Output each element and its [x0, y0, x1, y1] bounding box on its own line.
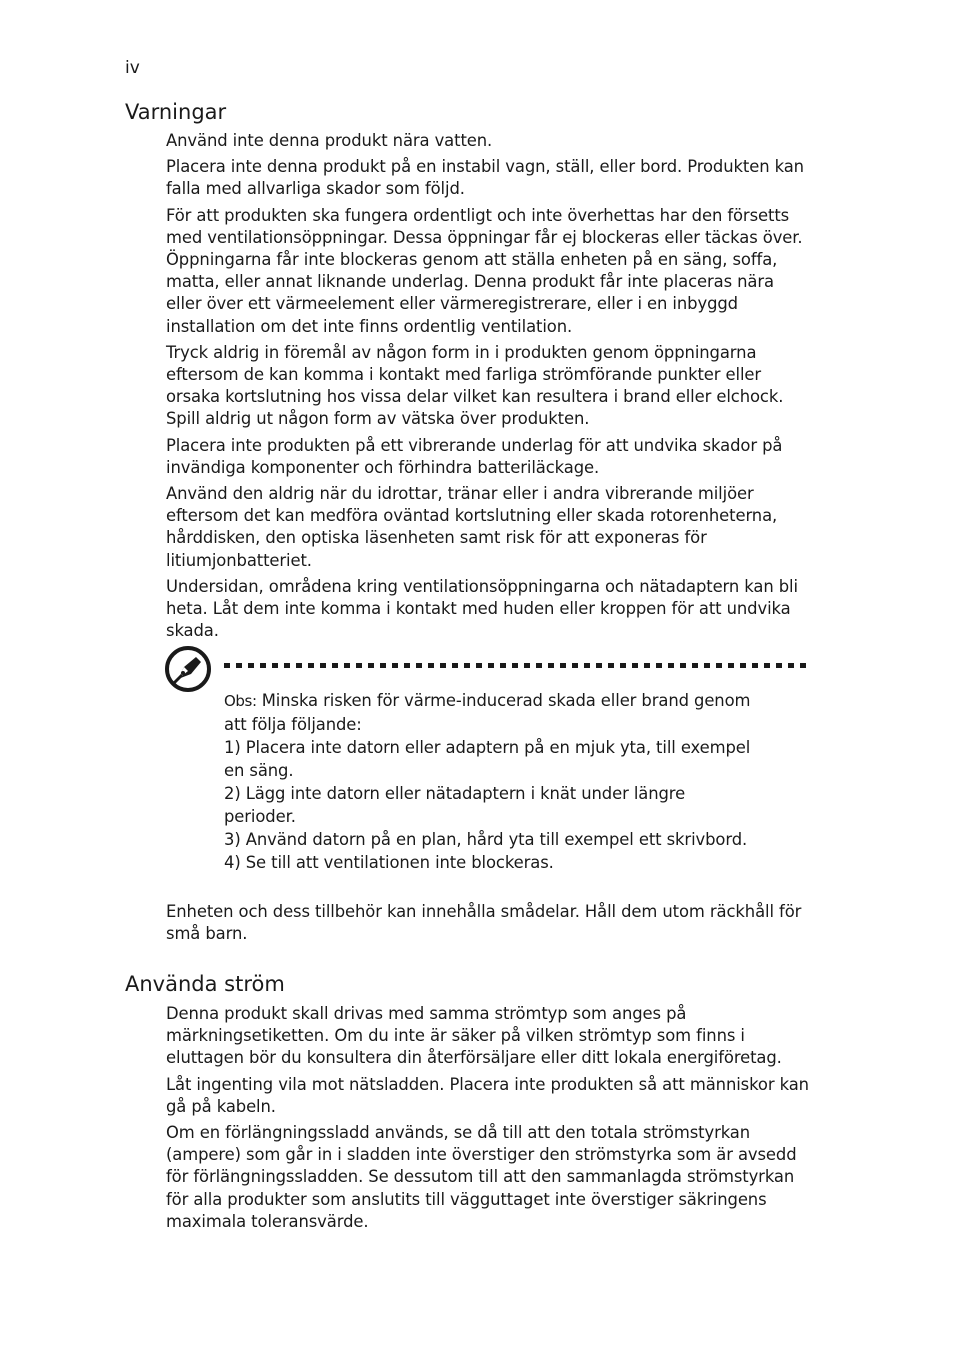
warning-paragraph: Tryck aldrig in föremål av någon form in i produkten genom öppningarna eftersom de kan komma i kontakt med farliga strömförande punkter eller orsaka kortslutning hos vissa delar vilket kan resultera i brand eller elchock. Spill aldrig ut någon form av vätska över produkten. — [166, 342, 784, 429]
power-paragraphs — [166, 1003, 811, 1237]
warning-paragraph: För att produkten ska fungera ordentligt och inte överhettas har den försetts med ventilationsöppningar. Dessa öppningar får ej blockeras eller täckas över. Öppningarna får inte blockeras genom att ställa enheten på en säng, soffa, matta, eller annat liknande underlag. Denna produkt får inte placeras nära eller över ett värmeelement eller värmeregistrerare, eller i en inbyggd installation om det inte finns ordentlig ventilation. — [166, 205, 803, 336]
note-item: perioder. — [224, 807, 296, 826]
note-label: Obs: — [224, 692, 257, 710]
warning-paragraph: Använd inte denna produkt nära vatten. — [166, 131, 493, 150]
power-paragraph: Om en förlängningssladd används, se då till att den totala strömstyrkan (ampere) som går in i sladden inte överstiger den strömstyrka som är avsedd för förlängningssladden. Se dessutom till att den sammanlagda strömstyrkan för alla produkter som anslutits till vägguttaget inte överstiger säkringens maximala toleransvärde. — [166, 1123, 797, 1231]
warning-paragraph: Placera inte produkten på ett vibrerande underlag för att undvika skador på invändiga komponenter och förhindra batteriläckage. — [166, 435, 783, 477]
after-note-paragraph-group — [166, 901, 811, 949]
note-item: 2) Lägg inte datorn eller nätadaptern i knät under längre — [224, 784, 686, 803]
note-box — [224, 689, 814, 874]
note-item: 1) Placera inte datorn eller adaptern på en mjuk yta, till exempel — [224, 738, 751, 757]
section-heading-power: Använda ström — [125, 972, 285, 996]
note-pen-icon — [164, 645, 212, 693]
warning-paragraph: Placera inte denna produkt på en instabil vagn, ställ, eller bord. Produkten kan falla med allvarliga skador som följd. — [166, 157, 804, 199]
warnings-paragraphs — [166, 130, 811, 646]
note-intro-text: Minska risken för värme-inducerad skada eller brand genom — [256, 691, 751, 710]
note-intro — [224, 689, 814, 713]
note-item: 4) Se till att ventilationen inte blockeras. — [224, 853, 554, 872]
note-intro-cont: att följa följande: — [224, 715, 362, 734]
power-paragraph: Låt ingenting vila mot nätsladden. Placera inte produkten så att människor kan gå på kabeln. — [166, 1074, 809, 1116]
section-heading-warnings: Varningar — [125, 100, 227, 124]
warning-paragraph: Använd den aldrig när du idrottar, tränar eller i andra vibrerande miljöer eftersom det kan medföra oväntad kortslutning eller skada rotorenheterna, hårddisken, den optiska läsenheten samt risk för att exponeras för litiumjonbatteriet. — [166, 484, 778, 570]
power-paragraph: Denna produkt skall drivas med samma strömtyp som anges på märkningsetiketten. Om du inte är säker på vilken strömtyp som finns i eluttagen bör du konsultera din återförsäljare eller ditt lokala energiföretag. — [166, 1004, 782, 1068]
after-note-paragraph: Enheten och dess tillbehör kan innehålla smådelar. Håll dem utom räckhåll för små barn. — [166, 902, 802, 944]
note-item: 3) Använd datorn på en plan, hård yta till exempel ett skrivbord. — [224, 830, 748, 849]
warning-paragraph: Undersidan, områdena kring ventilationsöppningarna och nätadaptern kan bli heta. Låt dem inte komma i kontakt med huden eller kroppen för att undvika skada. — [166, 576, 798, 641]
page-number: iv — [125, 58, 140, 78]
note-item: en säng. — [224, 761, 294, 780]
note-divider — [224, 663, 810, 668]
